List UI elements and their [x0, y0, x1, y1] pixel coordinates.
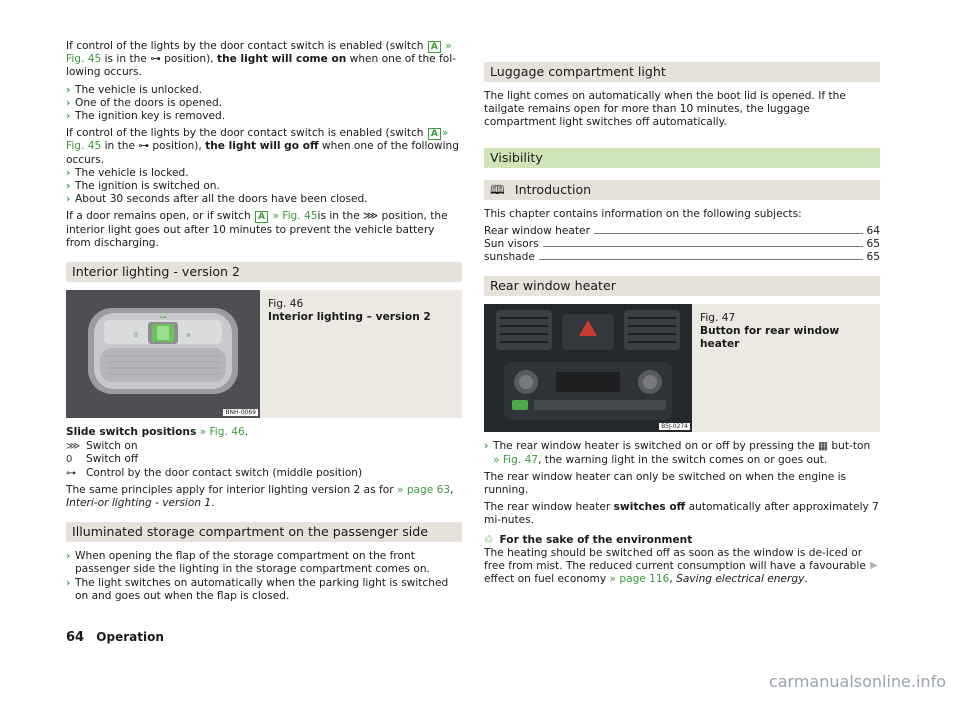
list-item: › The ignition is switched on. — [66, 180, 220, 193]
figure-46 — [66, 290, 462, 418]
switch-a-key: A — [255, 211, 268, 223]
section-name: Operation — [96, 630, 164, 644]
environment-note-text: The heating should be switched off as soon as the window is de-iced or free from mist. The reduced current consumption will have a favourable effect on fuel economy » page 116, Saving electrical energy. — [484, 546, 866, 586]
chevron-right-icon: › — [66, 96, 71, 109]
chevron-right-icon: › — [66, 576, 71, 589]
chevron-right-icon: › — [66, 110, 71, 123]
same-principles-paragraph: The same principles apply for interior lighting version 2 as for » page 63, Interi-or lighting - version 1. — [66, 483, 454, 510]
section-heading-luggage: Luggage compartment light — [484, 62, 880, 82]
list-item: › The light switches on automatically when the parking light is switched on and goes out when the flap is closed. — [66, 576, 449, 602]
left-column — [66, 40, 462, 603]
fig45-link[interactable]: » Fig. 45 — [272, 210, 318, 223]
section-heading-introduction: 🕮 Introduction — [484, 180, 880, 200]
chevron-right-icon: › — [66, 193, 71, 206]
door-contact-on-paragraph: If control of the lights by the door contact switch is enabled (switch A » Fig. 45 is in the ⊶ position), the light will come on when one of the fol-lowing occurs. — [66, 40, 457, 79]
light-off-list — [66, 167, 462, 207]
toc-row[interactable]: sunshade 65 — [484, 251, 880, 264]
rear-heater-icon: ▦ — [818, 440, 829, 453]
list-item: › The vehicle is unlocked. — [66, 83, 203, 96]
list-item: › The vehicle is locked. — [66, 166, 189, 179]
legend-row: 0 Switch off — [66, 453, 139, 466]
interior-light-photo — [66, 290, 260, 418]
list-item: › One of the doors is opened. — [66, 96, 223, 109]
svg-text:≋: ≋ — [186, 332, 192, 340]
switch-legend — [66, 440, 462, 480]
chevron-right-icon: › — [66, 550, 71, 563]
switch-on-icon: ⋙ — [363, 210, 379, 223]
door-contact-icon: ⊶ — [138, 140, 149, 153]
legend-row: ⋙ Switch on — [66, 440, 138, 453]
rear-heater-engine-paragraph: The rear window heater can only be switched on when the engine is running. — [484, 470, 847, 497]
chevron-right-icon: › — [66, 166, 71, 179]
chevron-right-icon: › — [66, 180, 71, 193]
door-contact-icon: ⊶ — [150, 53, 161, 66]
watermark: carmanualsonline.info — [768, 672, 946, 691]
page-number: 64 — [66, 630, 85, 645]
page-footer — [66, 631, 164, 644]
figure-caption: Fig. 47 Button for rear window heater — [700, 312, 840, 351]
dashboard-photo — [484, 304, 692, 432]
fig47-link[interactable]: » Fig. 47 — [493, 453, 539, 466]
section-heading-interior-lighting: Interior lighting - version 2 — [66, 262, 462, 282]
book-icon: 🕮 — [490, 181, 505, 197]
door-contact-off-paragraph: If control of the lights by the door contact switch is enabled (switch A » Fig. 45 in the ⊶ position), the light will go off when one of the following occurs. — [66, 127, 459, 166]
continue-arrow-icon: ▶ — [870, 560, 878, 571]
page-116-link[interactable]: » page 116 — [609, 573, 670, 586]
list-item: › About 30 seconds after all the doors have been closed. — [66, 193, 368, 206]
legend-row: ⊶ Control by the door contact switch (middle position) — [66, 466, 363, 479]
toc-row[interactable]: Rear window heater 64 — [484, 224, 880, 237]
section-heading-rear-window-heater: Rear window heater — [484, 276, 880, 296]
interior-light-illustration — [66, 290, 260, 418]
door-contact-icon: ⊶ — [66, 467, 76, 479]
list-item: › When opening the flap of the storage compartment on the front passenger side the lighting in the storage compartment comes on. — [66, 550, 430, 576]
toc — [484, 225, 880, 265]
toc-row[interactable]: Sun visors 65 — [484, 238, 880, 251]
figure-code: BNH-0069 — [225, 409, 256, 417]
right-column — [484, 62, 880, 590]
page-63-link[interactable]: » page 63 — [396, 483, 451, 496]
chevron-right-icon: › — [484, 440, 489, 453]
recycle-icon: ♲ — [484, 533, 494, 546]
light-on-list — [66, 84, 462, 124]
fig45-link[interactable]: » Fig. 45 — [66, 40, 452, 66]
chevron-right-icon: › — [66, 83, 71, 96]
svg-text:0: 0 — [134, 332, 138, 340]
section-heading-storage: Illuminated storage compartment on the passenger side — [66, 522, 462, 542]
switch-on-icon: ⋙ — [66, 441, 81, 453]
switch-a-key: A — [428, 128, 441, 140]
figure-code: B5J-0274 — [661, 423, 688, 431]
svg-text:⊶: ⊶ — [160, 314, 166, 322]
switch-a-key: A — [428, 41, 441, 53]
slide-switch-title: Slide switch positions » Fig. 46. — [66, 426, 249, 439]
figure-47 — [484, 304, 880, 432]
storage-list — [66, 550, 462, 603]
list-item: › The ignition key is removed. — [66, 110, 226, 123]
fig46-link[interactable]: » Fig. 46 — [199, 426, 245, 439]
rear-heater-instruction: › The rear window heater is switched on or off by pressing the ▦ but-ton » Fig. 47, the warning light in the switch comes on or goes out. — [484, 440, 871, 466]
intro-paragraph: This chapter contains information on the following subjects: — [484, 207, 802, 220]
environment-note-title: ♲ For the sake of the environment — [484, 533, 693, 546]
fig45-link[interactable]: » Fig. 45 — [66, 127, 449, 153]
switch-off-icon: 0 — [66, 454, 73, 466]
rear-heater-switchoff-paragraph: The rear window heater switches off automatically after approximately 7 mi-nutes. — [484, 501, 879, 527]
luggage-paragraph: The light comes on automatically when the boot lid is opened. If the tailgate remains open for more than 10 minutes, the luggage compartment light switches off automatically. — [484, 90, 846, 129]
dashboard-illustration — [484, 304, 692, 432]
door-open-paragraph: If a door remains open, or if switch A » Fig. 45is in the ⋙ position, the interior light goes out after 10 minutes to prevent the vehicle battery from discharging. — [66, 210, 448, 249]
chapter-heading-visibility: Visibility — [484, 148, 880, 168]
figure-caption: Fig. 46 Interior lighting – version 2 — [268, 298, 431, 324]
